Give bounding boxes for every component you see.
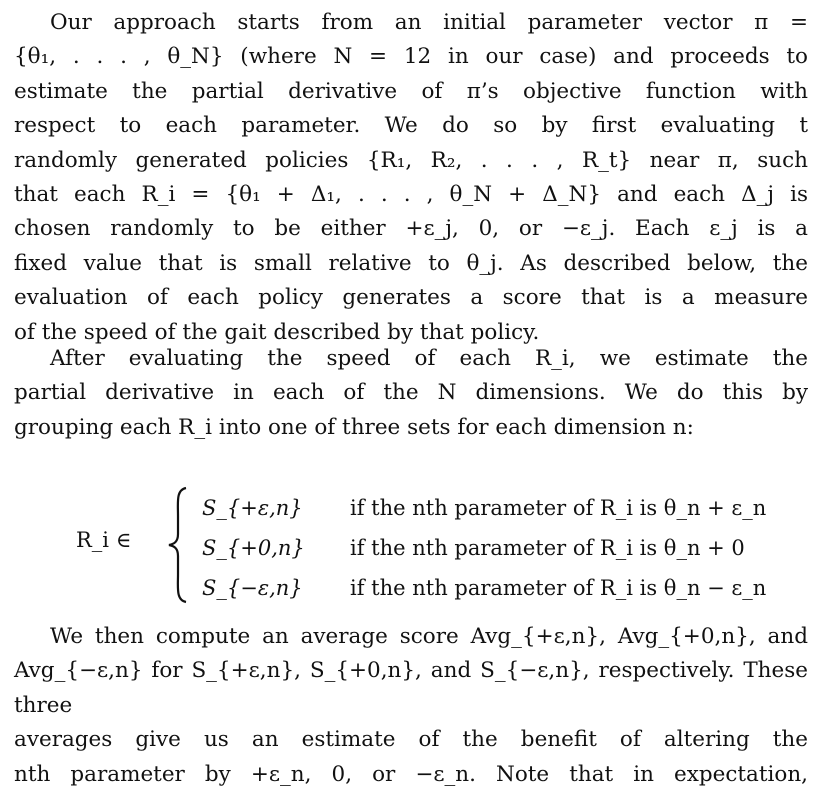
case-condition: if the nth parameter of R_i is θ_n − ε_n <box>350 576 767 600</box>
left-brace-icon <box>166 486 190 604</box>
paragraph-approach <box>14 6 808 350</box>
text-line: Our approach starts from an initial parameter vector π = <box>50 10 808 35</box>
case-set: S_{−ε,n} <box>202 576 303 600</box>
text-line: averages give us an estimate of the benefit of altering the <box>14 727 808 753</box>
equation-lhs: R_i ∈ <box>76 528 132 552</box>
text-line: randomly generated policies {R₁, R₂, . . . , R_t} near π, such <box>14 147 808 173</box>
text-line: chosen randomly to be either +ε_j, 0, or −ε_j. Each ε_j is a <box>14 216 808 242</box>
text-line: evaluation of each policy generates a score that is a measure <box>14 285 808 311</box>
text-line: {θ₁, . . . , θ_N} (where N = 12 in our case) and proceeds to <box>14 44 808 70</box>
text-line: fixed value that is small relative to θ_j. As described below, the <box>14 250 808 276</box>
text-line: that each R_i = {θ₁ + Δ₁, . . . , θ_N + Δ_N} and each Δ_j is <box>14 182 808 208</box>
case-set: S_{+0,n} <box>202 536 305 560</box>
case-condition: if the nth parameter of R_i is θ_n + 0 <box>350 536 745 560</box>
text-line: nth parameter by +ε_n, 0, or −ε_n. Note that in expectation, <box>14 761 808 787</box>
text-line: respect to each parameter. We do so by first evaluating t <box>14 113 808 139</box>
case-set: S_{+ε,n} <box>202 496 303 520</box>
text-line: We then compute an average score Avg_{+ε,n}, Avg_{+0,n}, and <box>50 624 808 649</box>
text-line: After evaluating the speed of each R_i, we estimate the <box>50 346 808 371</box>
paragraph-grouping <box>14 342 808 445</box>
paragraph-averages <box>14 620 808 792</box>
text-line: grouping each R_i into one of three sets for each dimension n: <box>14 414 694 440</box>
equation-cases <box>76 484 796 604</box>
text-line: of the speed of the gait described by that policy. <box>14 319 540 345</box>
text-line: estimate the partial derivative of π’s objective function with <box>14 78 808 104</box>
text-line: partial derivative in each of the N dimensions. We do this by <box>14 380 808 406</box>
text-line: Avg_{−ε,n} for S_{+ε,n}, S_{+0,n}, and S_{−ε,n}, respectively. These three <box>14 658 808 718</box>
case-condition: if the nth parameter of R_i is θ_n + ε_n <box>350 496 767 520</box>
